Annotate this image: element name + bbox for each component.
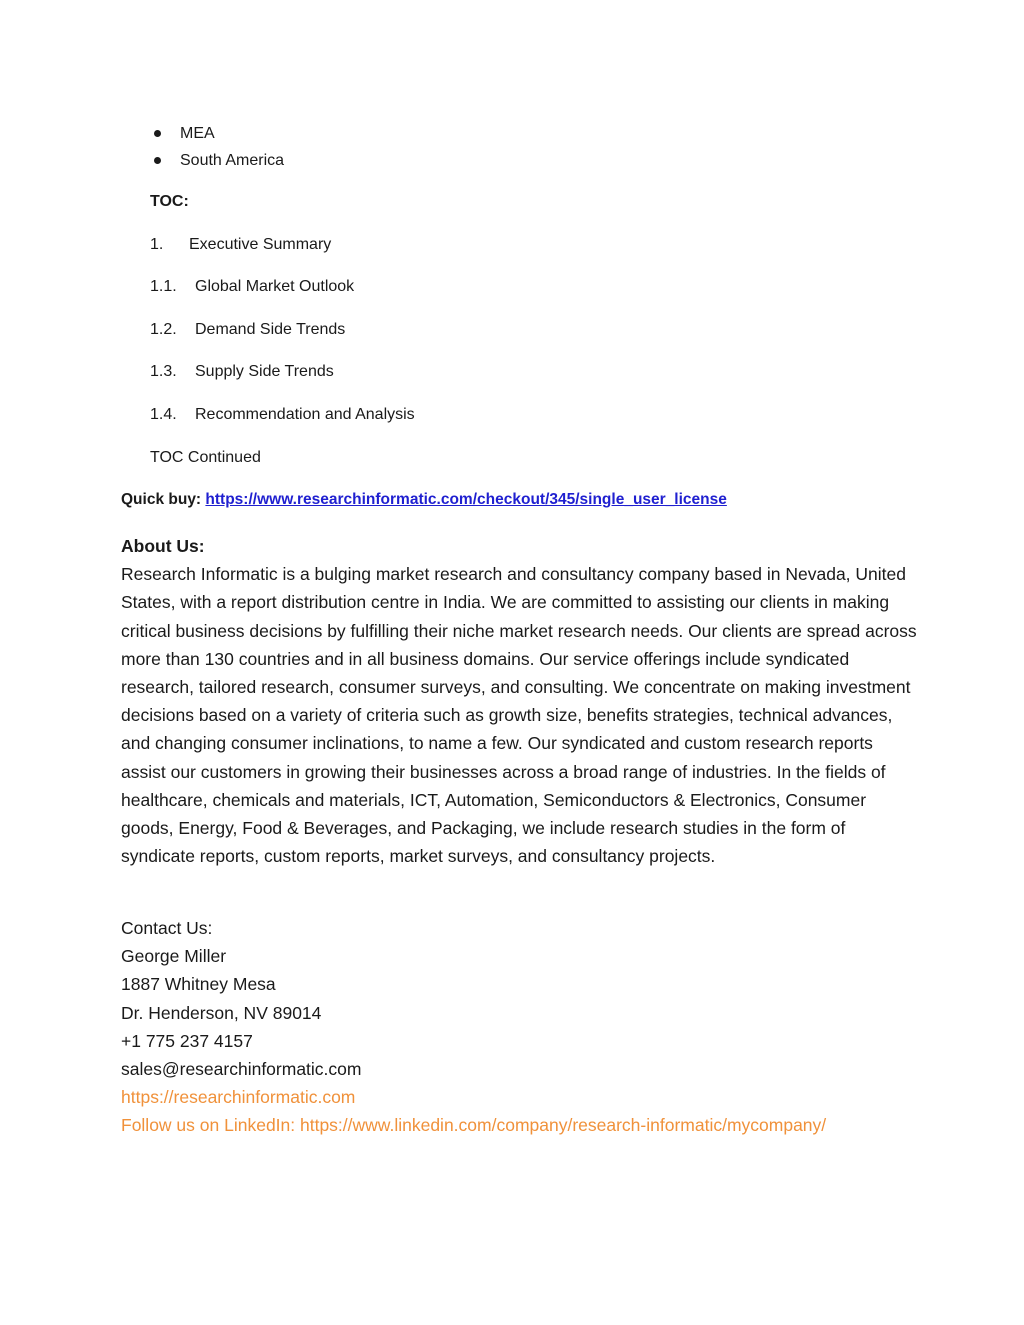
toc-item bbox=[150, 405, 415, 425]
toc-item-number: 1.1. bbox=[150, 278, 177, 295]
toc-item-number: 1.2. bbox=[150, 321, 177, 338]
about-section bbox=[121, 532, 921, 870]
quick-buy-line bbox=[121, 490, 727, 510]
toc-item-number: 1.4. bbox=[150, 406, 177, 423]
bullet-icon bbox=[154, 130, 161, 137]
toc-item bbox=[150, 362, 334, 382]
contact-address-line-1: 1887 Whitney Mesa bbox=[121, 974, 276, 995]
contact-name: George Miller bbox=[121, 946, 227, 967]
region-label: MEA bbox=[180, 125, 215, 142]
toc-item-label: Global Market Outlook bbox=[195, 278, 355, 295]
toc-item-label: Executive Summary bbox=[189, 236, 332, 253]
toc-item-number: 1. bbox=[150, 236, 164, 253]
toc-item-label: Supply Side Trends bbox=[195, 363, 334, 380]
bullet-icon bbox=[154, 157, 161, 164]
toc-continued: TOC Continued bbox=[150, 449, 261, 466]
toc-item-label: Recommendation and Analysis bbox=[195, 406, 415, 423]
about-heading: About Us: bbox=[121, 536, 205, 556]
linkedin-link[interactable]: Follow us on LinkedIn: https://www.linkedin.com/company/research-informatic/mycompany/ bbox=[121, 1115, 827, 1136]
toc-item bbox=[150, 235, 331, 255]
region-item bbox=[150, 120, 284, 147]
contact-heading: Contact Us: bbox=[121, 918, 213, 938]
toc-item-number: 1.3. bbox=[150, 363, 177, 380]
website-link[interactable]: https://researchinformatic.com bbox=[121, 1087, 356, 1108]
quick-buy-label: Quick buy: bbox=[121, 491, 202, 508]
region-label: South America bbox=[180, 152, 285, 169]
region-item bbox=[150, 147, 284, 174]
quick-buy-link[interactable]: https://www.researchinformatic.com/checkout/345/single_user_license bbox=[205, 491, 727, 508]
region-list bbox=[150, 120, 284, 174]
toc-item bbox=[150, 320, 345, 340]
toc-item bbox=[150, 277, 354, 297]
contact-phone: +1 775 237 4157 bbox=[121, 1030, 253, 1051]
toc-title: TOC: bbox=[150, 193, 189, 210]
about-body: Research Informatic is a bulging market research and consultancy company based in Nevada, United States, with a report distribution centre in India. We are committed to assisting our clients in making critical business decisions by fulfilling their niche market research needs. Our clients are spread across more than 130 countries and in all business domains. Our service offerings include syndicated research, tailored research, consumer surveys, and consulting. We concentrate on making investment decisions based on a variety of criteria such as growth size, benefits strategies, technical advances, and changing consumer inclinations, to name a few. Our syndicated and custom research reports assist our customers in growing their businesses across a broad range of industries. In the fields of healthcare, chemicals and materials, ICT, Automation, Semiconductors & Electronics, Consumer goods, Energy, Food & Beverages, and Packaging, we include research studies in the form of syndicate reports, custom reports, market surveys, and consultancy projects. bbox=[121, 564, 917, 867]
contact-email[interactable]: sales@researchinformatic.com bbox=[121, 1059, 362, 1080]
toc-item-label: Demand Side Trends bbox=[195, 321, 346, 338]
contact-section bbox=[121, 914, 826, 1140]
contact-address-line-2: Dr. Henderson, NV 89014 bbox=[121, 1002, 322, 1023]
